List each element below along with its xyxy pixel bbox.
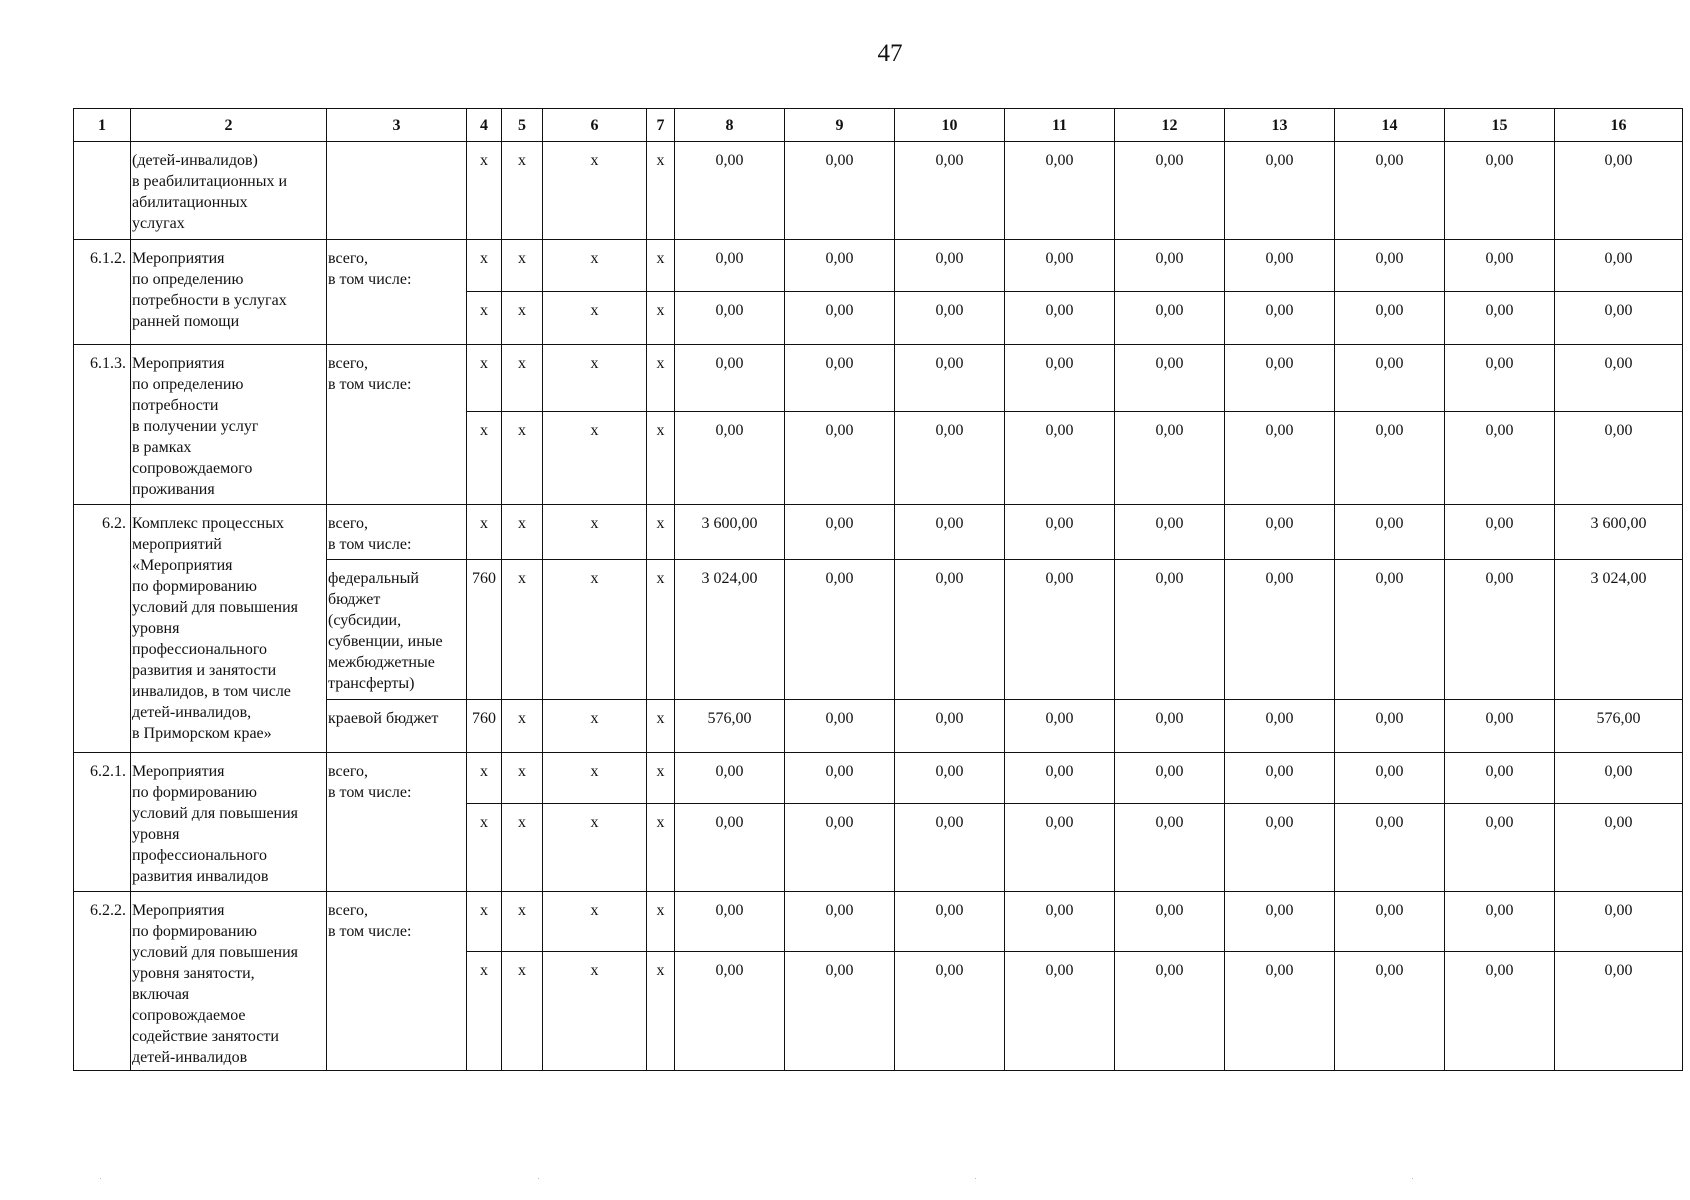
cell-col11: 0,00: [1005, 700, 1115, 753]
cell-col4: х: [467, 292, 502, 345]
cell-col9: 0,00: [785, 240, 895, 292]
cell-col13: 0,00: [1225, 142, 1335, 240]
cell-col10: 0,00: [895, 560, 1005, 700]
row-name-cell: Мероприятия по определению потребности в получении услуг в рамках сопровождаемого проживания: [131, 345, 327, 505]
cell-col15: 0,00: [1445, 952, 1555, 1071]
cell-col5: х: [502, 505, 543, 560]
page-number: 47: [877, 40, 903, 67]
cell-col5: х: [502, 240, 543, 292]
cell-col4: х: [467, 412, 502, 505]
cell-col11: 0,00: [1005, 240, 1115, 292]
cell-col15: 0,00: [1445, 892, 1555, 952]
cell-col9: 0,00: [785, 345, 895, 412]
cell-col13: 0,00: [1225, 560, 1335, 700]
row-source-cell: всего, в том числе:: [327, 892, 467, 1071]
cell-col11: 0,00: [1005, 892, 1115, 952]
cell-col5: х: [502, 804, 543, 892]
cell-col8: 3 024,00: [675, 560, 785, 700]
cell-col12: 0,00: [1115, 142, 1225, 240]
scan-artifact: [538, 1178, 539, 1179]
cell-col5: х: [502, 892, 543, 952]
cell-col15: 0,00: [1445, 142, 1555, 240]
table-row: [74, 240, 1683, 292]
cell-col12: 0,00: [1115, 505, 1225, 560]
cell-col15: 0,00: [1445, 240, 1555, 292]
cell-col14: 0,00: [1335, 892, 1445, 952]
cell-col16: 0,00: [1555, 753, 1683, 804]
column-header-13: 13: [1225, 109, 1335, 142]
cell-col4: х: [467, 892, 502, 952]
cell-col9: 0,00: [785, 560, 895, 700]
column-header-6: 6: [543, 109, 647, 142]
cell-col14: 0,00: [1335, 952, 1445, 1071]
row-source-cell: [327, 142, 467, 240]
cell-col13: 0,00: [1225, 505, 1335, 560]
row-source-cell: краевой бюджет: [327, 700, 467, 753]
cell-col15: 0,00: [1445, 804, 1555, 892]
cell-col7: х: [647, 292, 675, 345]
table-row: [74, 142, 1683, 240]
cell-col14: 0,00: [1335, 804, 1445, 892]
cell-col10: 0,00: [895, 804, 1005, 892]
cell-col15: 0,00: [1445, 412, 1555, 505]
cell-col16: 0,00: [1555, 142, 1683, 240]
cell-col9: 0,00: [785, 700, 895, 753]
cell-col5: х: [502, 292, 543, 345]
cell-col9: 0,00: [785, 952, 895, 1071]
cell-col7: х: [647, 560, 675, 700]
cell-col16: 0,00: [1555, 345, 1683, 412]
row-code-cell: 6.2.: [74, 505, 131, 753]
cell-col9: 0,00: [785, 505, 895, 560]
cell-col10: 0,00: [895, 700, 1005, 753]
cell-col4: х: [467, 505, 502, 560]
cell-col8: 3 600,00: [675, 505, 785, 560]
cell-col10: 0,00: [895, 292, 1005, 345]
column-header-15: 15: [1445, 109, 1555, 142]
column-header-11: 11: [1005, 109, 1115, 142]
cell-col16: 576,00: [1555, 700, 1683, 753]
cell-col5: х: [502, 345, 543, 412]
cell-col14: 0,00: [1335, 345, 1445, 412]
cell-col4: х: [467, 952, 502, 1071]
cell-col16: 0,00: [1555, 892, 1683, 952]
cell-col7: х: [647, 952, 675, 1071]
cell-col14: 0,00: [1335, 412, 1445, 505]
cell-col13: 0,00: [1225, 345, 1335, 412]
scan-artifact: [1412, 1178, 1413, 1179]
cell-col11: 0,00: [1005, 753, 1115, 804]
cell-col7: х: [647, 753, 675, 804]
cell-col11: 0,00: [1005, 804, 1115, 892]
cell-col9: 0,00: [785, 412, 895, 505]
cell-col12: 0,00: [1115, 952, 1225, 1071]
table-row: [74, 345, 1683, 412]
cell-col8: 0,00: [675, 753, 785, 804]
cell-col9: 0,00: [785, 804, 895, 892]
cell-col8: 0,00: [675, 240, 785, 292]
cell-col12: 0,00: [1115, 412, 1225, 505]
column-header-1: 1: [74, 109, 131, 142]
cell-col10: 0,00: [895, 952, 1005, 1071]
cell-col7: х: [647, 142, 675, 240]
row-source-cell: всего, в том числе:: [327, 240, 467, 345]
cell-col11: 0,00: [1005, 505, 1115, 560]
column-header-14: 14: [1335, 109, 1445, 142]
cell-col4: х: [467, 753, 502, 804]
cell-col7: х: [647, 345, 675, 412]
cell-col13: 0,00: [1225, 952, 1335, 1071]
cell-col4: х: [467, 804, 502, 892]
row-code-cell: 6.1.2.: [74, 240, 131, 345]
row-name-cell: Мероприятия по определению потребности в услугах ранней помощи: [131, 240, 327, 345]
row-code-cell: 6.1.3.: [74, 345, 131, 505]
cell-col10: 0,00: [895, 345, 1005, 412]
cell-col7: х: [647, 412, 675, 505]
cell-col4: 760: [467, 560, 502, 700]
cell-col15: 0,00: [1445, 753, 1555, 804]
column-header-3: 3: [327, 109, 467, 142]
budget-table: [73, 108, 1683, 1071]
column-header-2: 2: [131, 109, 327, 142]
cell-col9: 0,00: [785, 142, 895, 240]
cell-col10: 0,00: [895, 412, 1005, 505]
cell-col10: 0,00: [895, 505, 1005, 560]
cell-col16: 0,00: [1555, 240, 1683, 292]
cell-col6: х: [543, 560, 647, 700]
cell-col14: 0,00: [1335, 753, 1445, 804]
cell-col7: х: [647, 505, 675, 560]
cell-col6: х: [543, 753, 647, 804]
cell-col16: 0,00: [1555, 952, 1683, 1071]
table-row: [74, 892, 1683, 952]
cell-col14: 0,00: [1335, 560, 1445, 700]
cell-col10: 0,00: [895, 753, 1005, 804]
cell-col5: х: [502, 700, 543, 753]
cell-col6: х: [543, 505, 647, 560]
cell-col5: х: [502, 412, 543, 505]
cell-col15: 0,00: [1445, 292, 1555, 345]
cell-col8: 576,00: [675, 700, 785, 753]
cell-col12: 0,00: [1115, 700, 1225, 753]
cell-col12: 0,00: [1115, 892, 1225, 952]
cell-col4: х: [467, 345, 502, 412]
cell-col16: 3 024,00: [1555, 560, 1683, 700]
cell-col7: х: [647, 892, 675, 952]
cell-col9: 0,00: [785, 292, 895, 345]
cell-col13: 0,00: [1225, 412, 1335, 505]
cell-col14: 0,00: [1335, 505, 1445, 560]
cell-col12: 0,00: [1115, 804, 1225, 892]
cell-col13: 0,00: [1225, 292, 1335, 345]
cell-col13: 0,00: [1225, 700, 1335, 753]
table-row: [74, 505, 1683, 560]
cell-col16: 0,00: [1555, 412, 1683, 505]
cell-col11: 0,00: [1005, 345, 1115, 412]
table-row: [74, 753, 1683, 804]
cell-col12: 0,00: [1115, 560, 1225, 700]
column-header-8: 8: [675, 109, 785, 142]
cell-col13: 0,00: [1225, 892, 1335, 952]
cell-col8: 0,00: [675, 142, 785, 240]
cell-col15: 0,00: [1445, 560, 1555, 700]
cell-col6: х: [543, 804, 647, 892]
row-source-cell: всего, в том числе:: [327, 345, 467, 505]
row-code-cell: 6.2.1.: [74, 753, 131, 892]
cell-col10: 0,00: [895, 142, 1005, 240]
header-row: [74, 109, 1683, 142]
cell-col5: х: [502, 560, 543, 700]
cell-col6: х: [543, 345, 647, 412]
cell-col6: х: [543, 142, 647, 240]
cell-col16: 0,00: [1555, 292, 1683, 345]
cell-col5: х: [502, 952, 543, 1071]
row-source-cell: всего, в том числе:: [327, 505, 467, 560]
cell-col14: 0,00: [1335, 700, 1445, 753]
cell-col8: 0,00: [675, 804, 785, 892]
cell-col12: 0,00: [1115, 345, 1225, 412]
cell-col6: х: [543, 240, 647, 292]
cell-col15: 0,00: [1445, 505, 1555, 560]
cell-col7: х: [647, 240, 675, 292]
cell-col7: х: [647, 804, 675, 892]
cell-col11: 0,00: [1005, 292, 1115, 345]
cell-col11: 0,00: [1005, 142, 1115, 240]
cell-col13: 0,00: [1225, 240, 1335, 292]
cell-col6: х: [543, 952, 647, 1071]
cell-col16: 3 600,00: [1555, 505, 1683, 560]
cell-col4: 760: [467, 700, 502, 753]
cell-col4: х: [467, 240, 502, 292]
cell-col9: 0,00: [785, 892, 895, 952]
cell-col14: 0,00: [1335, 142, 1445, 240]
column-header-10: 10: [895, 109, 1005, 142]
cell-col11: 0,00: [1005, 560, 1115, 700]
cell-col16: 0,00: [1555, 804, 1683, 892]
cell-col12: 0,00: [1115, 753, 1225, 804]
cell-col9: 0,00: [785, 753, 895, 804]
cell-col4: х: [467, 142, 502, 240]
cell-col8: 0,00: [675, 345, 785, 412]
cell-col8: 0,00: [675, 952, 785, 1071]
cell-col10: 0,00: [895, 892, 1005, 952]
cell-col13: 0,00: [1225, 753, 1335, 804]
cell-col10: 0,00: [895, 240, 1005, 292]
scan-artifact: [100, 1178, 101, 1179]
cell-col7: х: [647, 700, 675, 753]
scan-artifact: [975, 1178, 976, 1179]
column-header-9: 9: [785, 109, 895, 142]
cell-col12: 0,00: [1115, 240, 1225, 292]
cell-col6: х: [543, 412, 647, 505]
cell-col5: х: [502, 142, 543, 240]
column-header-5: 5: [502, 109, 543, 142]
cell-col8: 0,00: [675, 412, 785, 505]
cell-col14: 0,00: [1335, 240, 1445, 292]
row-source-cell: всего, в том числе:: [327, 753, 467, 892]
cell-col14: 0,00: [1335, 292, 1445, 345]
column-header-4: 4: [467, 109, 502, 142]
row-name-cell: Мероприятия по формированию условий для повышения уровня занятости, включая сопровождаемое содействие занятости детей-инвалидов: [131, 892, 327, 1071]
row-name-cell: Мероприятия по формированию условий для повышения уровня профессионального развития инвалидов: [131, 753, 327, 892]
cell-col15: 0,00: [1445, 345, 1555, 412]
cell-col6: х: [543, 892, 647, 952]
column-header-16: 16: [1555, 109, 1683, 142]
cell-col5: х: [502, 753, 543, 804]
row-name-cell: (детей-инвалидов) в реабилитационных и абилитационных услугах: [131, 142, 327, 240]
cell-col12: 0,00: [1115, 292, 1225, 345]
row-name-cell: Комплекс процессных мероприятий «Мероприятия по формированию условий для повышения уровня профессионального развития и занятости инвалидов, в том числе детей-инвалидов, в Приморском крае»: [131, 505, 327, 753]
column-header-12: 12: [1115, 109, 1225, 142]
cell-col11: 0,00: [1005, 952, 1115, 1071]
cell-col8: 0,00: [675, 892, 785, 952]
cell-col6: х: [543, 292, 647, 345]
cell-col11: 0,00: [1005, 412, 1115, 505]
row-code-cell: [74, 142, 131, 240]
row-code-cell: 6.2.2.: [74, 892, 131, 1071]
row-source-cell: федеральный бюджет (субсидии, субвенции, иные межбюджетные трансферты): [327, 560, 467, 700]
cell-col13: 0,00: [1225, 804, 1335, 892]
cell-col8: 0,00: [675, 292, 785, 345]
cell-col6: х: [543, 700, 647, 753]
column-header-7: 7: [647, 109, 675, 142]
cell-col15: 0,00: [1445, 700, 1555, 753]
